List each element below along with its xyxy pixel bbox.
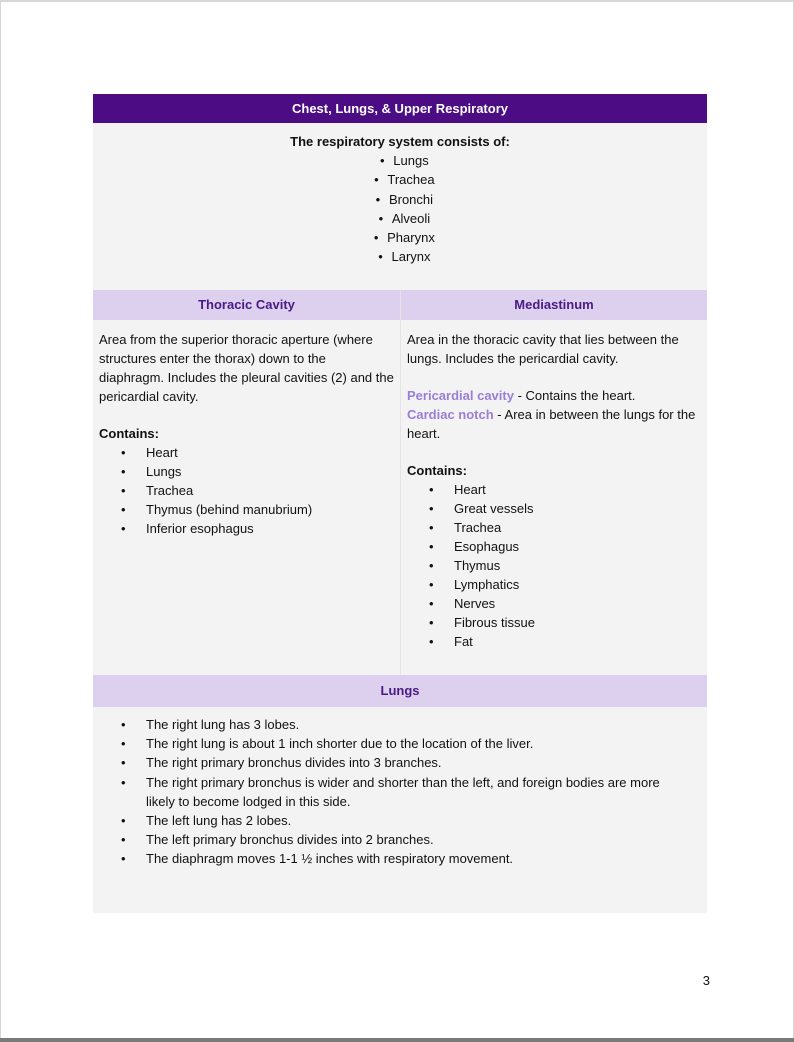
pericardial-definition: Pericardial cavity - Contains the heart. [407,388,636,403]
list-item: • Pharynx [373,230,435,246]
intro-section [93,123,707,290]
page-number: 3 [702,973,710,988]
document-title: Chest, Lungs, & Upper Respiratory [93,94,707,123]
list-item: • The right lung has 3 lobes. [121,715,683,734]
list-item: • Larynx [378,249,431,265]
list-item: • Trachea [374,172,435,188]
thoracic-body [93,320,400,675]
intro-list [93,151,707,267]
page-edge-left [0,0,1,1042]
mediastinum-contains-list [407,480,701,651]
lungs-body [93,707,707,913]
list-item: • Bronchi [375,191,434,207]
list-item: • The left primary bronchus divides into 2 branches. [121,830,683,849]
list-item: • Trachea [121,481,394,500]
thoracic-contains-list [99,443,394,538]
list-item: • Heart [429,480,701,499]
mediastinum-description: Area in the thoracic cavity that lies between the lungs. Includes the pericardial cavity. [407,332,679,366]
list-item: • Nerves [429,594,701,613]
list-item: • The left lung has 2 lobes. [121,811,683,830]
thoracic-column [93,290,400,675]
thoracic-contains-label: Contains: [99,426,159,441]
intro-heading: The respiratory system consists of: [290,134,510,149]
two-column-section [93,290,707,675]
list-item: • Thymus [429,556,701,575]
list-item: • Lungs [121,462,394,481]
mediastinum-contains-label: Contains: [407,463,467,478]
list-item: • Trachea [429,518,701,537]
lungs-heading: Lungs [93,675,707,707]
page-edge-bottom [0,1038,794,1042]
list-item: • Heart [121,443,394,462]
cardiac-definition: Cardiac notch - Area in between the lungs for the heart. [407,407,696,441]
thoracic-heading: Thoracic Cavity [93,290,400,320]
list-item: • Fat [429,632,701,651]
page-edge-top [0,0,794,2]
list-item: • The right primary bronchus is wider and shorter than the left, and foreign bodies are more likely to become lodged in this side. [121,773,683,811]
cardiac-term: Cardiac notch [407,407,494,422]
list-item: • Lymphatics [429,575,701,594]
list-item: • The right primary bronchus divides into 3 branches. [121,753,683,772]
mediastinum-column [400,290,707,675]
list-item: • Alveoli [378,210,431,226]
content-table [93,94,707,913]
list-item: • Great vessels [429,499,701,518]
list-item: • Thymus (behind manubrium) [121,500,394,519]
list-item: • Esophagus [429,537,701,556]
list-item: • The right lung is about 1 inch shorter due to the location of the liver. [121,734,683,753]
list-item: • Inferior esophagus [121,519,394,538]
pericardial-term: Pericardial cavity [407,388,514,403]
list-item: • Lungs [380,153,429,168]
list-item: • Fibrous tissue [429,613,701,632]
thoracic-description: Area from the superior thoracic aperture (where structures enter the thorax) down to the diaphragm. Includes the pleural cavities (2) and the pericardial cavity. [99,332,394,404]
mediastinum-heading: Mediastinum [401,290,707,320]
mediastinum-body [401,320,707,675]
list-item: • The diaphragm moves 1-1 ½ inches with respiratory movement. [121,849,683,868]
lungs-list [93,715,707,869]
